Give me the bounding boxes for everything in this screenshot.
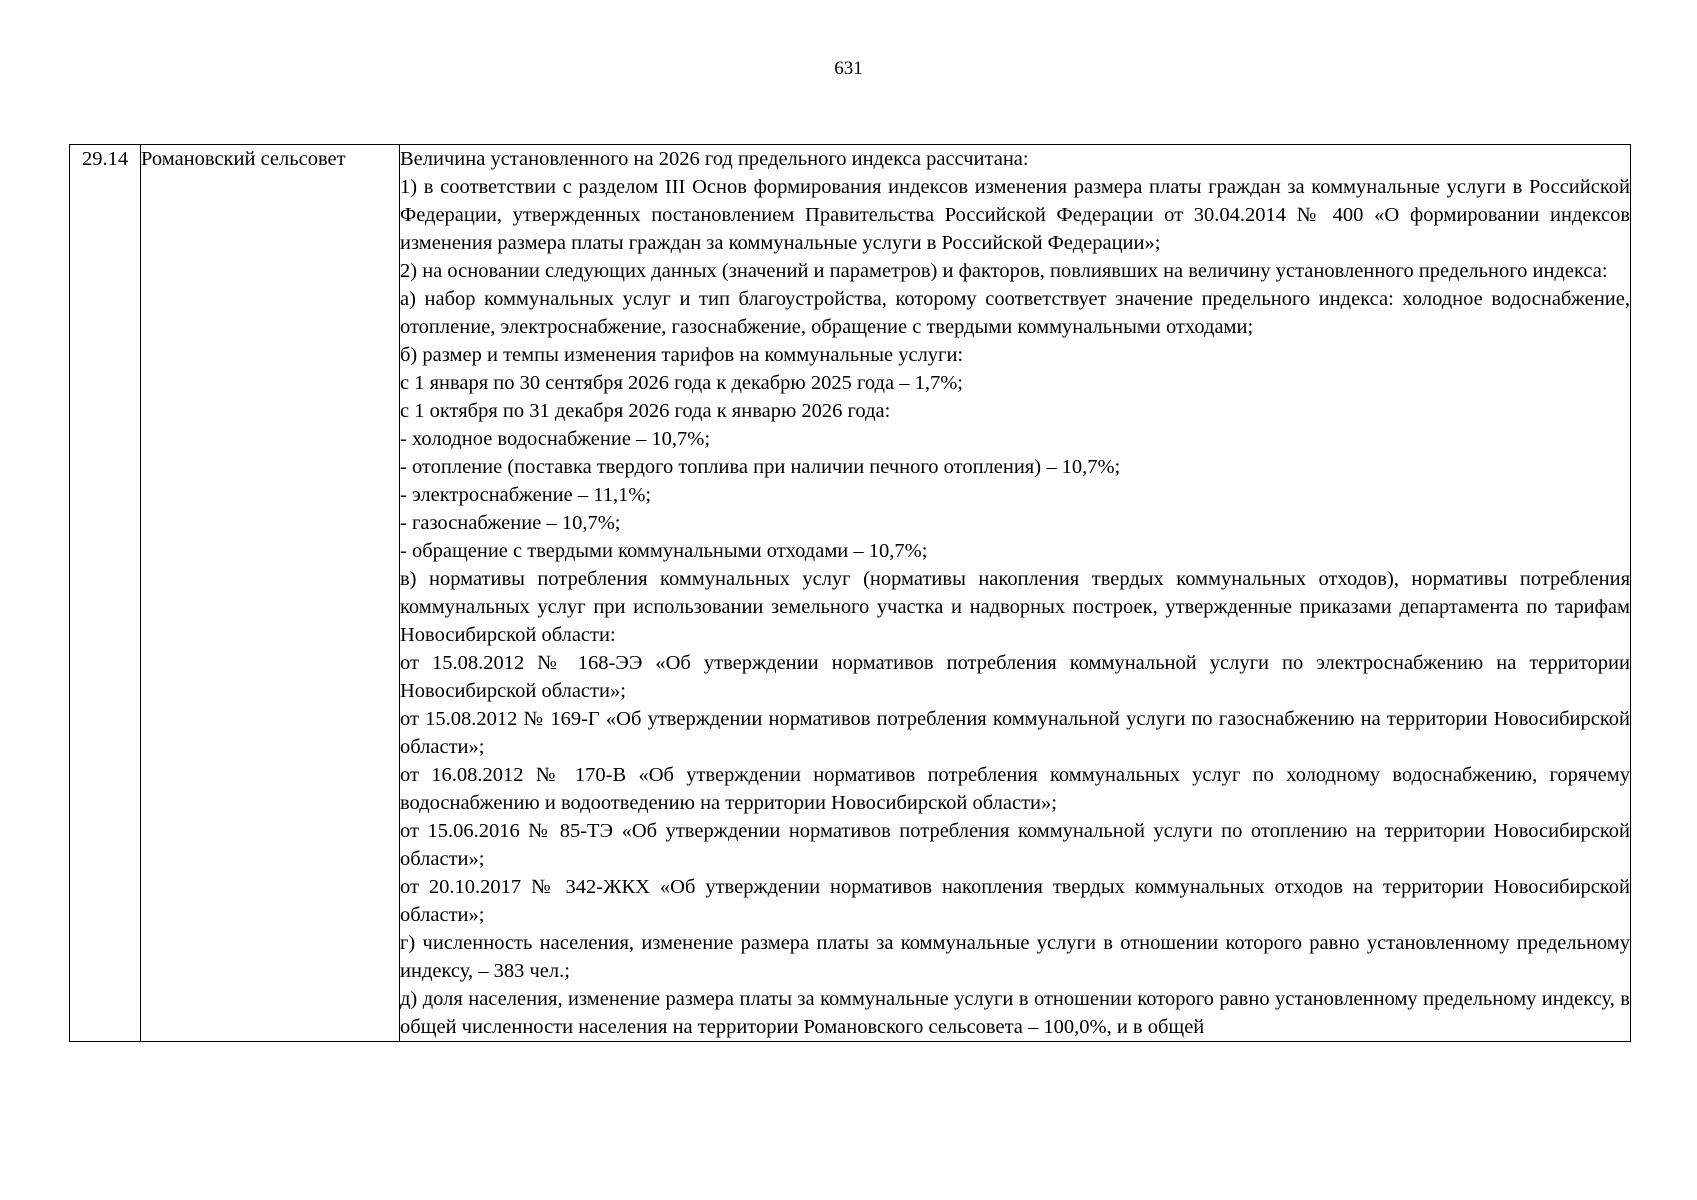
page-number: 631 [834,58,863,79]
paragraph: от 15.08.2012 № 169-Г «Об утверждении нормативов потребления коммунальной услуги по газоснабжению на территории Новосибирской области»; [400,708,1630,758]
paragraph: с 1 января по 30 сентября 2026 года к декабрю 2025 года – 1,7%; [400,372,963,394]
paragraph: - обращение с твердыми коммунальными отходами – 10,7%; [400,540,928,562]
paragraph: 2) на основании следующих данных (значений и параметров) и факторов, повлиявших на величину установленного предельного индекса: [400,260,1608,282]
paragraph: от 15.08.2012 № 168-ЭЭ «Об утверждении нормативов потребления коммунальной услуги по электроснабжению на территории Новосибирской области»; [400,652,1630,702]
paragraph: 1) в соответствии с разделом III Основ формирования индексов изменения размера платы граждан за коммунальные услуги в Российской Федерации, утвержденных постановлением Правительства Российской Федерации от 30.04.2014 № 400 «О формировании индексов изменения размера платы граждан за коммунальные услуги в Российской Федерации»; [400,176,1630,254]
municipality-name: Романовский сельсовет [141,145,400,1042]
row-number: 29.14 [70,145,141,1042]
paragraph: г) численность населения, изменение размера платы за коммунальные услуги в отношении которого равно установленному предельному индексу, – 383 чел.; [400,932,1630,982]
paragraph: в) нормативы потребления коммунальных услуг (нормативы накопления твердых коммунальных отходов), нормативы потребления коммунальных услуг при использовании земельного участка и надворных построек, утвержденные приказами департамента по тарифам Новосибирской области: [400,568,1630,646]
index-table [69,144,1631,1042]
paragraph: - электроснабжение – 11,1%; [400,484,652,506]
paragraph: а) набор коммунальных услуг и тип благоустройства, которому соответствует значение предельного индекса: холодное водоснабжение, отопление, электроснабжение, газоснабжение, обращение с твердыми коммунальными отходами; [400,288,1630,338]
paragraph: - отопление (поставка твердого топлива при наличии печного отопления) – 10,7%; [400,456,1121,478]
paragraph: с 1 октября по 31 декабря 2026 года к январю 2026 года: [400,400,891,422]
paragraph: д) доля населения, изменение размера платы за коммунальные услуги в отношении которого равно установленному предельному индексу, в общей численности населения на территории Романовского сельсовета – 100,0%, и в общей [400,988,1630,1038]
paragraph: от 16.08.2012 № 170-В «Об утверждении нормативов потребления коммунальных услуг по холодному водоснабжению, горячему водоснабжению и водоотведению на территории Новосибирской области»; [400,764,1630,814]
paragraph: - газоснабжение – 10,7%; [400,512,621,534]
paragraph: от 15.06.2016 № 85-ТЭ «Об утверждении нормативов потребления коммунальной услуги по отоплению на территории Новосибирской области»; [400,820,1630,870]
table-row [70,145,1631,1042]
paragraph: б) размер и темпы изменения тарифов на коммунальные услуги: [400,344,964,366]
description-cell [400,145,1631,1042]
paragraph: - холодное водоснабжение – 10,7%; [400,428,711,450]
paragraph: Величина установленного на 2026 год предельного индекса рассчитана: [400,148,1029,170]
paragraph: от 20.10.2017 № 342-ЖКХ «Об утверждении нормативов накопления твердых коммунальных отходов на территории Новосибирской области»; [400,876,1630,926]
